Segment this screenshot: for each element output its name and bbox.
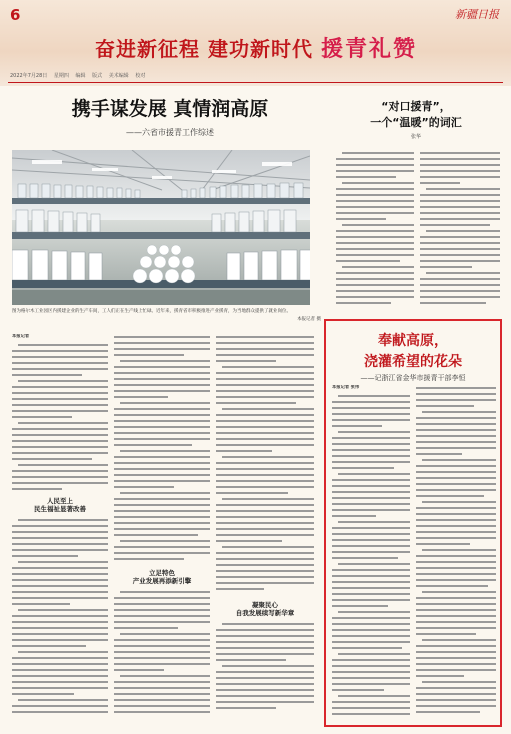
- feature-title-block: [326, 330, 500, 383]
- side-story-column-2: [420, 150, 500, 310]
- feature-column-1: [332, 385, 410, 721]
- text-filler: [12, 517, 108, 717]
- feature-article-box: [324, 319, 502, 727]
- feature-title-line-1: 奉献高原，: [378, 333, 448, 349]
- photo-caption: 图为格尔木工业园区内援建企业的生产车间，工人们正在生产线上忙碌。近年来，援青省市积极推进产业援青，为当地群众提供了就业岗位。: [12, 309, 291, 314]
- main-story-column-1: [12, 334, 108, 727]
- paper-logo: 新疆日报: [455, 8, 499, 21]
- art-editor-credit: 美术编辑: [108, 73, 129, 79]
- side-story-title-line-1: “对口援青”，: [381, 100, 451, 113]
- section-banner: [36, 30, 476, 64]
- feature-subtitle: ——记浙江省金华市援青干部李恒: [360, 374, 466, 382]
- main-headline-block: [20, 94, 320, 138]
- side-story-author: 张华: [410, 134, 421, 140]
- main-story-column-3: [216, 334, 314, 727]
- side-story-column-1: [336, 150, 414, 310]
- feature-title-line-2: 浇灌希望的花朵: [364, 354, 462, 370]
- layout-credit: 版式: [92, 73, 103, 79]
- masthead-divider: [8, 82, 503, 83]
- banner-section-name: 援青礼赞: [320, 36, 417, 62]
- subhead-3-line-2: 自我发展续写新华章: [235, 609, 295, 618]
- subhead-1-line-1: 人民至上: [47, 496, 73, 505]
- text-filler: [420, 150, 500, 310]
- main-subheadline: ——六省市援青工作综述: [126, 128, 214, 137]
- text-filler: [114, 334, 210, 564]
- masthead: [0, 0, 511, 86]
- issue-weekday: 星期四: [53, 73, 69, 79]
- banner-slogan: 奋进新征程 建功新时代: [95, 36, 313, 61]
- feature-column-2: [416, 385, 496, 721]
- subhead-2-line-1: 立足特色: [149, 569, 175, 577]
- main-story-subhead-1: [12, 497, 108, 514]
- text-filler: [12, 342, 108, 492]
- main-story-subhead-3: [216, 601, 314, 618]
- subhead-2-line-2: 产业发展再添新引擎: [132, 577, 192, 586]
- text-filler: [216, 334, 314, 596]
- main-headline: 携手谋发展 真情润高原: [71, 98, 269, 120]
- text-filler: [216, 621, 314, 721]
- main-story-byline: 本报记者: [12, 334, 30, 339]
- text-filler: [336, 150, 414, 310]
- main-story-subhead-2: [114, 569, 210, 586]
- text-filler: [114, 589, 210, 719]
- editor-credit: 编辑: [75, 73, 86, 79]
- feature-byline: 本报记者 张伟: [332, 385, 360, 390]
- subhead-3-line-1: 凝聚民心: [252, 601, 278, 609]
- proofreader-credit: 校对: [135, 73, 146, 79]
- issue-date: 2022年7月28日: [10, 73, 48, 79]
- factory-photo: [12, 150, 310, 305]
- main-story-column-2: [114, 334, 210, 727]
- factory-illustration: [12, 150, 310, 305]
- side-story-title-line-2: 一个“温暖”的词汇: [370, 116, 462, 129]
- subhead-1-line-2: 民生福祉显著改善: [34, 505, 86, 514]
- text-filler: [416, 385, 496, 719]
- page-number: 6: [10, 6, 21, 24]
- side-story-title-block: [336, 98, 496, 140]
- photo-credit: 本报记者 摄: [297, 317, 321, 322]
- dateline: [10, 72, 150, 79]
- text-filler: [332, 393, 410, 719]
